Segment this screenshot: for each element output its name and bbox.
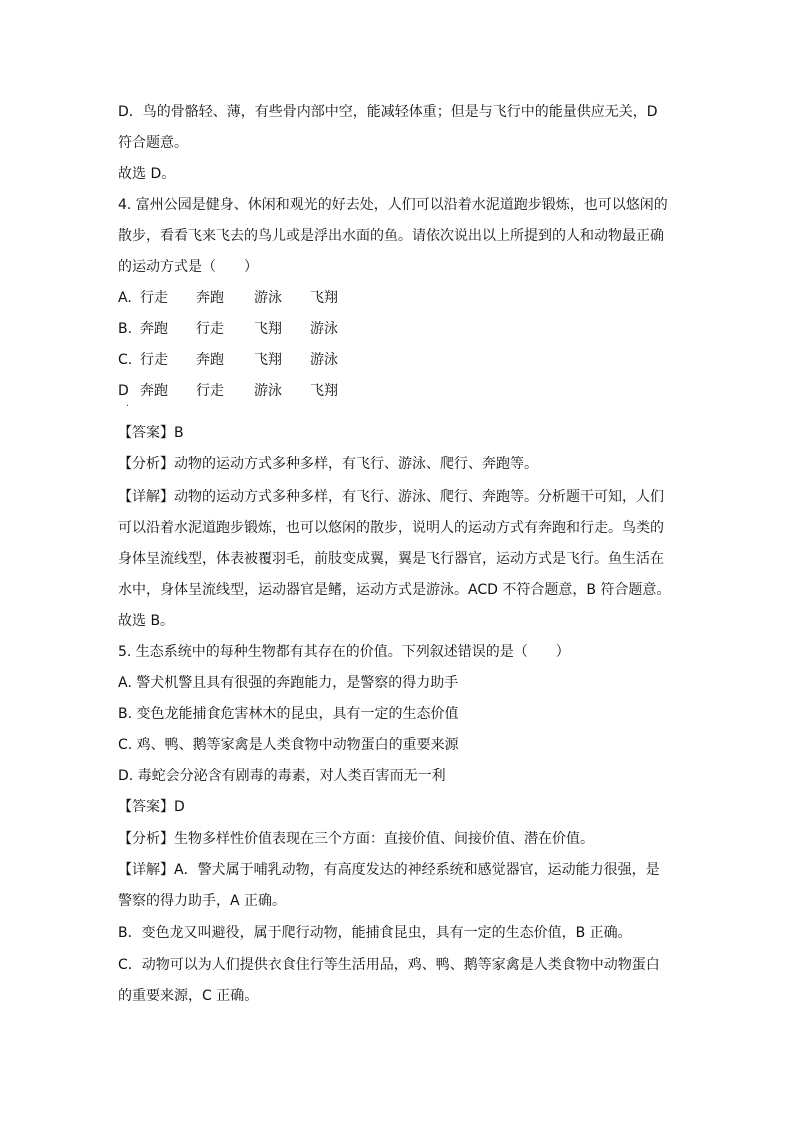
option-letter: C. bbox=[118, 352, 133, 368]
explanation-line: C．动物可以为人们提供衣食住行等生活用品，鸡、鸭、鹅等家禽是人类食物中动物蛋白 bbox=[118, 957, 660, 973]
option-item: 行走 bbox=[196, 321, 224, 337]
answer-label: 【答案】B bbox=[118, 425, 184, 441]
option-item: 游泳 bbox=[254, 383, 282, 399]
analysis-line: 【分析】动物的运动方式多种多样，有飞行、游泳、爬行、奔跑等。 bbox=[118, 456, 538, 472]
text-line: 故选 B。 bbox=[118, 613, 175, 629]
explanation-line: 身体呈流线型，体表被覆羽毛，前肢变成翼，翼是飞行器官，运动方式是飞行。鱼生活在 bbox=[118, 551, 664, 567]
option-letter: D bbox=[118, 383, 129, 399]
option-b bbox=[118, 319, 338, 339]
option-item: 行走 bbox=[140, 352, 168, 368]
explanation-line: 的重要来源，C 正确。 bbox=[118, 988, 259, 1004]
option-c bbox=[118, 350, 338, 370]
option-a bbox=[118, 288, 338, 308]
option-item: 飞翔 bbox=[254, 321, 282, 337]
explanation-line: 警察的得力助手，A 正确。 bbox=[118, 893, 287, 909]
explanation-line: 【详解】动物的运动方式多种多样，有飞行、游泳、爬行、奔跑等。分析题干可知，人们 bbox=[118, 489, 664, 505]
option-a: A. 警犬机警且具有很强的奔跑能力，是警察的得力助手 bbox=[118, 675, 459, 691]
option-item: 奔跑 bbox=[140, 321, 168, 337]
option-d: D. 毒蛇会分泌含有剧毒的毒素，对人类百害而无一利 bbox=[118, 768, 446, 784]
option-item: 飞翔 bbox=[254, 352, 282, 368]
analysis-line: 【分析】生物多样性价值表现在三个方面：直接价值、间接价值、潜在价值。 bbox=[118, 831, 594, 847]
option-item: 奔跑 bbox=[196, 290, 224, 306]
explanation-line: 【详解】A．警犬属于哺乳动物，有高度发达的神经系统和感觉器官，运动能力很强，是 bbox=[118, 862, 660, 878]
option-letter: A. bbox=[118, 290, 132, 306]
text-line: 故选 D。 bbox=[118, 166, 176, 182]
explanation-line: 可以沿着水泥道跑步锻炼，也可以悠闲的散步，说明人的运动方式有奔跑和行走。鸟类的 bbox=[118, 520, 664, 536]
text-line: D．鸟的骨骼轻、薄，有些骨内部中空，能减轻体重；但是与飞行中的能量供应无关，D bbox=[118, 104, 658, 120]
question-5-stem: 5. 生态系统中的每种生物都有其存在的价值。下列叙述错误的是（ ） bbox=[118, 644, 570, 660]
option-item: 飞翔 bbox=[310, 383, 338, 399]
option-item: 飞翔 bbox=[310, 290, 338, 306]
text-line: 符合题意。 bbox=[118, 135, 188, 151]
question-4-stem: 散步，看看飞来飞去的鸟儿或是浮出水面的鱼。请依次说出以上所提到的人和动物最正确 bbox=[118, 228, 664, 244]
stray-dot: · bbox=[126, 401, 130, 412]
explanation-line: 水中，身体呈流线型，运动器官是鳍，运动方式是游泳。ACD 不符合题意，B 符合题意。 bbox=[118, 582, 671, 598]
option-item: 游泳 bbox=[310, 321, 338, 337]
option-c: C. 鸡、鸭、鹅等家禽是人类食物中动物蛋白的重要来源 bbox=[118, 737, 459, 753]
answer-label: 【答案】D bbox=[118, 799, 185, 815]
option-item: 奔跑 bbox=[140, 383, 168, 399]
explanation-line: B．变色龙又叫避役，属于爬行动物，能捕食昆虫，具有一定的生态价值，B 正确。 bbox=[118, 925, 632, 941]
option-b: B. 变色龙能捕食危害林木的昆虫，具有一定的生态价值 bbox=[118, 706, 459, 722]
option-item: 行走 bbox=[196, 383, 224, 399]
question-4-stem: 的运动方式是（ ） bbox=[118, 259, 258, 275]
question-4-stem: 4. 富州公园是健身、休闲和观光的好去处，人们可以沿着水泥道跑步锻炼，也可以悠闲的 bbox=[118, 197, 668, 213]
option-letter: B. bbox=[118, 321, 133, 337]
option-item: 行走 bbox=[140, 290, 168, 306]
option-item: 游泳 bbox=[310, 352, 338, 368]
option-item: 奔跑 bbox=[196, 352, 224, 368]
option-d bbox=[118, 381, 338, 401]
option-item: 游泳 bbox=[254, 290, 282, 306]
